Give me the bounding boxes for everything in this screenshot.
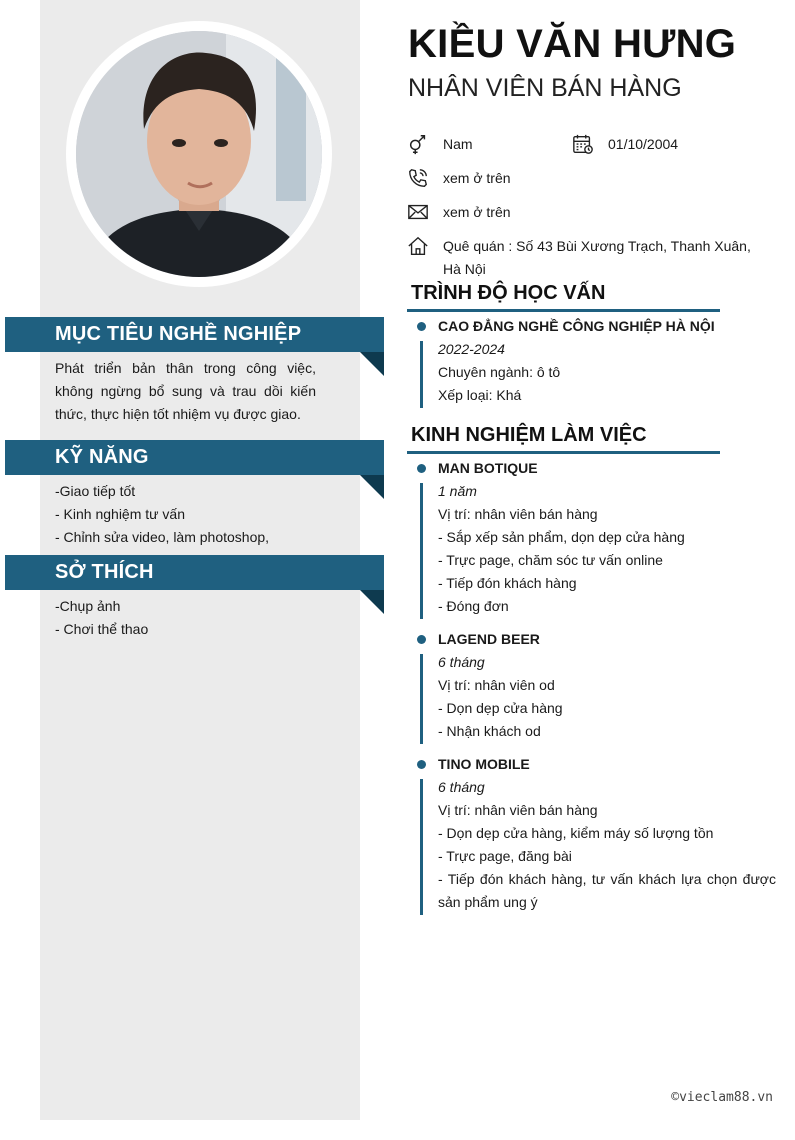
hobby-item: - Chơi thể thao — [55, 621, 149, 637]
phone-value: xem ở trên — [443, 170, 511, 186]
phone-icon — [407, 167, 429, 189]
avatar-portrait-image — [76, 31, 322, 277]
education-heading: TRÌNH ĐỘ HỌC VẤN — [411, 282, 606, 304]
experience-line: - Dọn dẹp cửa hàng — [438, 700, 563, 716]
candidate-name: KIỀU VĂN HƯNG — [408, 22, 737, 66]
experience-line: Vị trí: nhân viên bán hàng — [438, 802, 598, 818]
timeline-line — [420, 483, 423, 619]
experience-line: Vị trí: nhân viên od — [438, 677, 555, 693]
hobby-item: -Chụp ảnh — [55, 598, 121, 614]
hobbies-heading: SỞ THÍCH — [5, 555, 384, 590]
address-value: Quê quán : Số 43 Bùi Xương Trạch, Thanh Xuân, Hà Nội — [443, 238, 751, 277]
experience-line: - Sắp xếp sản phẩm, dọn dẹp cửa hàng — [438, 529, 685, 545]
education-heading-underline — [407, 309, 720, 312]
experience-company: MAN BOTIQUE — [438, 460, 538, 476]
birthdate-value: 01/10/2004 — [608, 136, 679, 152]
objective-heading: MỤC TIÊU NGHỀ NGHIỆP — [5, 317, 384, 352]
experience-period: 1 năm — [438, 483, 477, 499]
timeline-line — [420, 779, 423, 915]
objective-text — [55, 357, 316, 426]
skills-heading-fold — [360, 475, 384, 499]
experience-company: TINO MOBILE — [438, 756, 530, 772]
home-icon — [407, 235, 429, 257]
email-value: xem ở trên — [443, 204, 511, 220]
experience-entry — [438, 628, 776, 743]
experience-line: - Nhận khách od — [438, 723, 541, 739]
timeline-dot — [417, 322, 426, 331]
education-line: Xếp loại: Khá — [438, 387, 522, 403]
watermark: ©vieclam88.vn — [671, 1090, 773, 1105]
experience-heading: KINH NGHIỆM LÀM VIỆC — [411, 424, 647, 446]
experience-line: - Trực page, đăng bài — [438, 848, 572, 864]
skills-heading: KỸ NĂNG — [5, 440, 384, 475]
timeline-line — [420, 341, 423, 408]
experience-line: - Dọn dẹp cửa hàng, kiểm máy số lượng tồn — [438, 825, 714, 841]
timeline-dot — [417, 464, 426, 473]
experience-entry — [438, 457, 776, 618]
timeline-dot — [417, 760, 426, 769]
skill-item: -Giao tiếp tốt — [55, 483, 136, 499]
experience-period: 6 tháng — [438, 654, 485, 670]
education-school: CAO ĐẲNG NGHỀ CÔNG NGHIỆP HÀ NỘI — [438, 318, 715, 334]
experience-period: 6 tháng — [438, 779, 485, 795]
timeline-dot — [417, 635, 426, 644]
experience-line: Vị trí: nhân viên bán hàng — [438, 506, 598, 522]
hobbies-list — [55, 595, 316, 641]
experience-line: - Đóng đơn — [438, 598, 509, 614]
education-period: 2022-2024 — [438, 341, 505, 357]
experience-company: LAGEND BEER — [438, 631, 540, 647]
experience-line: - Tiếp đón khách hàng — [438, 575, 577, 591]
education-entry — [438, 315, 776, 407]
timeline-line — [420, 654, 423, 744]
education-line: Chuyên ngành: ô tô — [438, 364, 561, 380]
experience-heading-underline — [407, 451, 720, 454]
gender-icon — [407, 133, 429, 155]
gender-value: Nam — [443, 136, 473, 152]
skills-list — [55, 480, 316, 549]
experience-line: - Tiếp đón khách hàng, tư vấn khách lựa chọn được sản phẩm ung ý — [438, 871, 776, 910]
hobbies-heading-fold — [360, 590, 384, 614]
objective-heading-fold — [360, 352, 384, 376]
objective-paragraph: Phát triển bản thân trong công việc, không ngừng bổ sung và trau dồi kiến thức, thực hiện tốt nhiệm vụ được giao. — [55, 360, 316, 422]
calendar-icon — [572, 133, 594, 155]
experience-entry — [438, 753, 776, 914]
candidate-job-title: NHÂN VIÊN BÁN HÀNG — [408, 74, 682, 102]
skill-item: - Chỉnh sửa video, làm photoshop, — [55, 529, 270, 545]
email-icon — [407, 201, 429, 223]
avatar — [76, 31, 322, 277]
skill-item: - Kinh nghiệm tư vấn — [55, 506, 185, 522]
experience-line: - Trực page, chăm sóc tư vấn online — [438, 552, 663, 568]
